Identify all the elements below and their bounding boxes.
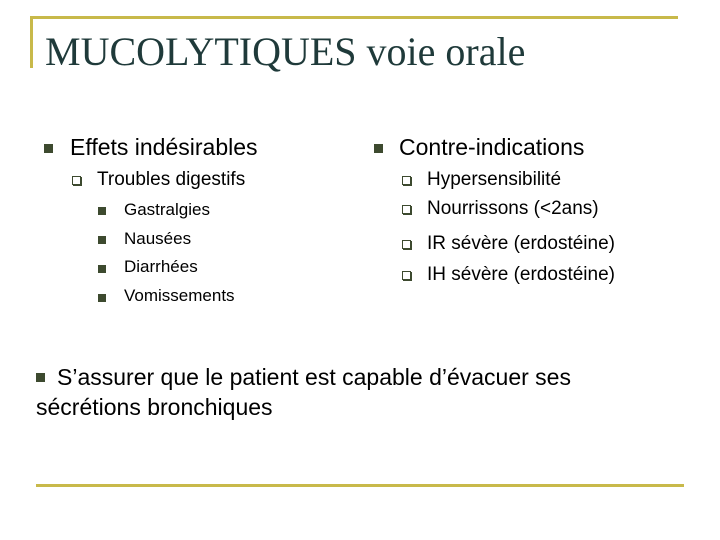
hollow-square-bullet-icon: [402, 240, 411, 249]
list-item: Vomissements: [124, 286, 235, 305]
list-item: Nourrissons (<2ans): [427, 198, 599, 219]
slide-title: MUCOLYTIQUES voie orale: [45, 29, 526, 74]
square-bullet-icon: [36, 373, 45, 382]
square-bullet-icon: [98, 265, 106, 273]
list-item: Gastralgies: [124, 200, 210, 219]
square-bullet-icon: [98, 207, 106, 215]
hollow-square-bullet-icon: [72, 176, 81, 185]
square-bullet-icon: [44, 144, 53, 153]
note-text: S’assurer que le patient est capable d’évacuer ses sécrétions bronchiques: [36, 364, 571, 420]
frame-left-line: [30, 16, 33, 68]
frame-top-line: [30, 16, 678, 19]
square-bullet-icon: [98, 236, 106, 244]
list-item: IR sévère (erdostéine): [427, 233, 615, 254]
frame-bottom-line: [36, 484, 684, 487]
note-paragraph: [36, 362, 676, 422]
hollow-square-bullet-icon: [402, 271, 411, 280]
square-bullet-icon: [98, 294, 106, 302]
square-bullet-icon: [374, 144, 383, 153]
list-item: IH sévère (erdostéine): [427, 264, 615, 285]
list-item: Diarrhées: [124, 257, 198, 276]
right-heading: Contre-indications: [399, 134, 585, 160]
left-heading: Effets indésirables: [70, 134, 258, 160]
hollow-square-bullet-icon: [402, 176, 411, 185]
left-subheading: Troubles digestifs: [97, 169, 246, 190]
list-item: Hypersensibilité: [427, 169, 562, 190]
hollow-square-bullet-icon: [402, 205, 411, 214]
list-item: Nausées: [124, 229, 192, 248]
